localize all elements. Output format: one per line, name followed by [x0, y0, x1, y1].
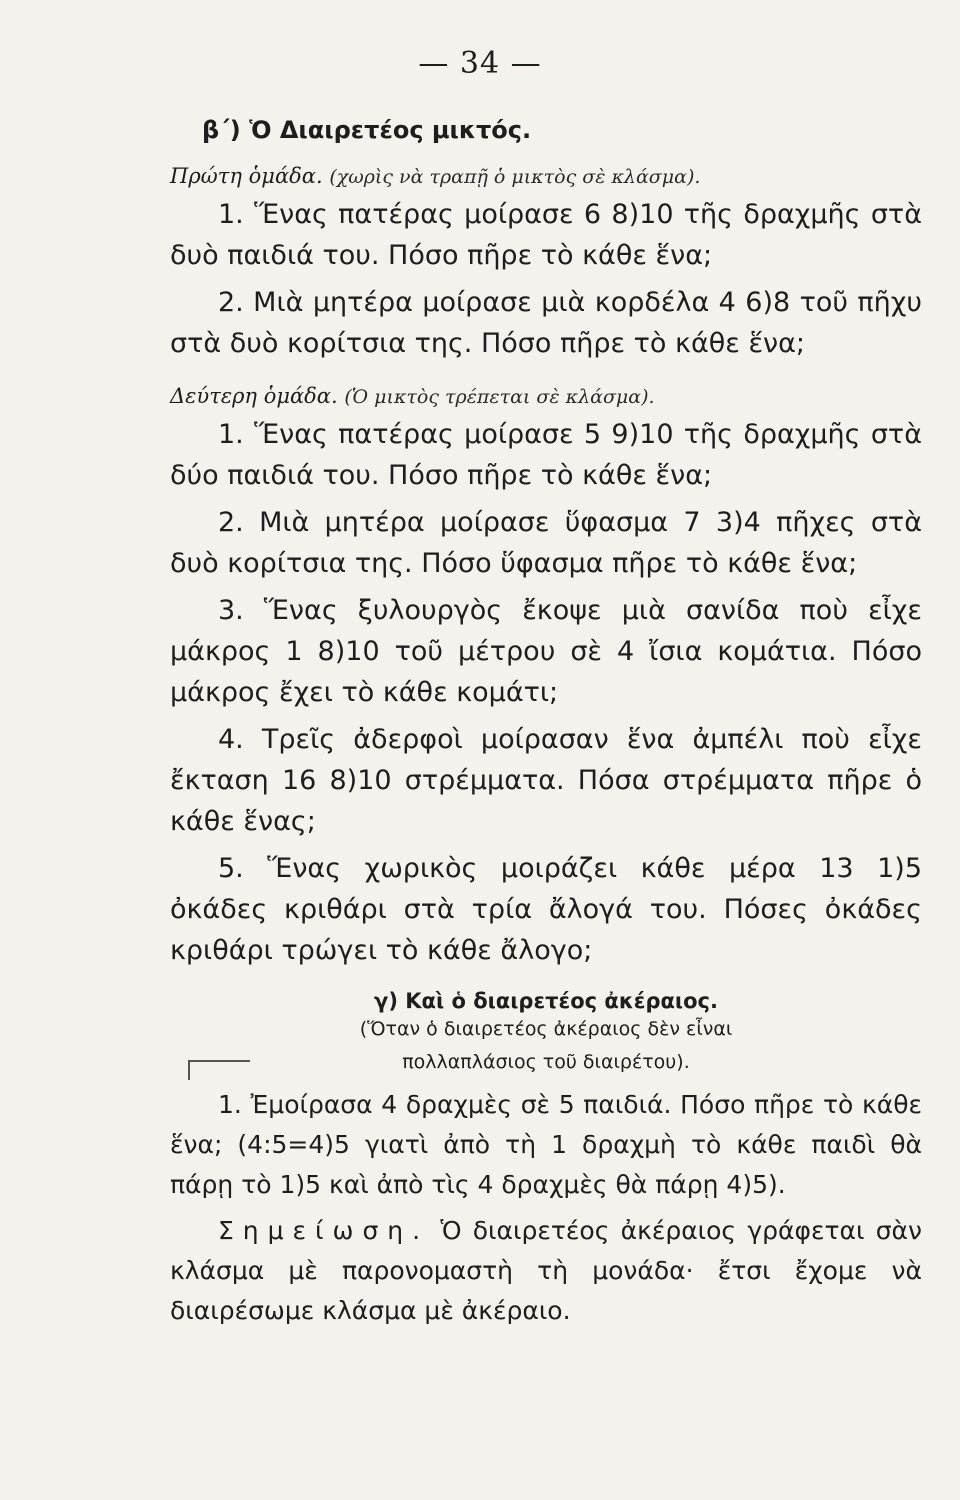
subsection-exercise-1: 1. Ἐμοίρασα 4 δραχμὲς σὲ 5 παιδιά. Πόσο πῆρε τὸ κάθε ἕνα; (4:5=4)5 γιατὶ ἀπὸ τὴ 1 δραχμὴ τὸ κάθε παιδὶ θὰ πάρῃ τὸ 1)5 καὶ ἀπὸ τὶς 4 δραχμὲς θὰ πάρῃ 4)5).	[170, 1090, 922, 1199]
note-text: Ὁ διαιρετέος ἀκέραιος γράφεται σὰν κλάσμα μὲ παρονομαστὴ τὴ μονάδα· ἔτσι ἔχομε νὰ διαιρέσωμε κλάσμα μὲ ἀκέραιο.	[170, 1216, 922, 1325]
group2-exercise-5: 5. Ἕνας χωρικὸς μοιράζει κάθε μέρα 13 1)5 ὀκάδες κριθάρι στὰ τρία ἄλογά του. Πόσες ὀκάδες κριθάρι τρώγει τὸ κάθε ἄλογο;	[170, 853, 922, 966]
page-fold-mark	[188, 1060, 250, 1080]
group2-note: (Ὁ μικτὸς τρέπεται σὲ κλάσμα).	[344, 386, 655, 408]
page-content	[170, 110, 922, 1331]
note-label: Σημείωση.	[218, 1216, 430, 1245]
subsection-note-line-2: πολλαπλάσιος τοῦ διαιρέτου).	[402, 1051, 690, 1073]
group1-note: (χωρὶς νὰ τραπῇ ὁ μικτὸς σὲ κλάσμα).	[329, 166, 701, 188]
group1-label	[170, 164, 922, 188]
group1-exercise-2: 2. Μιὰ μητέρα μοίρασε μιὰ κορδέλα 4 6)8 τοῦ πῆχυ στὰ δυὸ κορίτσια της. Πόσο πῆρε τὸ κάθε ἕνα;	[170, 287, 922, 359]
group2-exercise-4: 4. Τρεῖς ἀδερφοὶ μοίρασαν ἕνα ἀμπέλι ποὺ εἶχε ἔκταση 16 8)10 στρέμματα. Πόσα στρέμματα πῆρε ὁ κάθε ἕνας;	[170, 724, 922, 837]
group1-name: Πρώτη ὁμάδα.	[170, 164, 323, 188]
group2-label	[170, 384, 922, 408]
subsection-note-line-1: (Ὅταν ὁ διαιρετέος ἀκέραιος δὲν εἶναι	[359, 1018, 733, 1040]
group2-exercise-1: 1. Ἕνας πατέρας μοίρασε 5 9)10 τῆς δραχμῆς στὰ δύο παιδιά του. Πόσο πῆρε τὸ κάθε ἕνα;	[170, 419, 922, 491]
group2-exercise-2: 2. Μιὰ μητέρα μοίρασε ὕφασμα 7 3)4 πῆχες στὰ δυὸ κορίτσια της. Πόσο ὕφασμα πῆρε τὸ κάθε ἕνα;	[170, 507, 922, 579]
page-number: — 34 —	[418, 46, 542, 81]
group2-exercise-3: 3. Ἕνας ξυλουργὸς ἔκοψε μιὰ σανίδα ποὺ εἶχε μάκρος 1 8)10 τοῦ μέτρου σὲ 4 ἴσια κομάτια. Πόσο μάκρος ἔχει τὸ κάθε κομάτι;	[170, 595, 922, 708]
subsection-heading: γ) Καὶ ὁ διαιρετέος ἀκέραιος.	[374, 989, 718, 1013]
group1-exercise-1: 1. Ἕνας πατέρας μοίρασε 6 8)10 τῆς δραχμῆς στὰ δυὸ παιδιά του. Πόσο πῆρε τὸ κάθε ἕνα;	[170, 199, 922, 271]
section-heading: β΄) Ὁ Διαιρετέος μικτός.	[202, 116, 532, 144]
note-paragraph	[170, 1211, 922, 1331]
group2-name: Δεύτερη ὁμάδα.	[170, 384, 338, 408]
